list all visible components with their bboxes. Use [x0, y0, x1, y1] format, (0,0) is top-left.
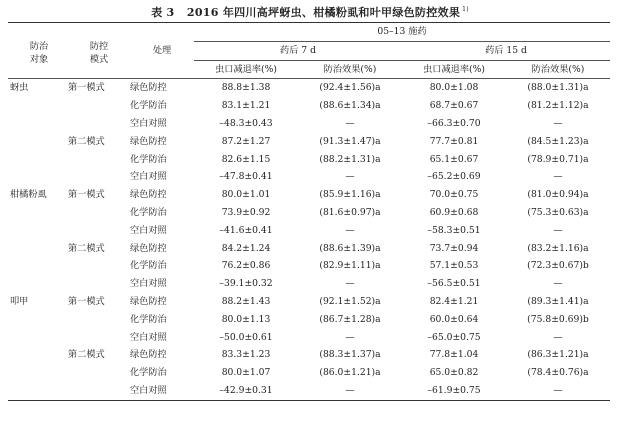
reduction-7d-cell: –39.1±0.32	[219, 278, 273, 290]
reduction-7d-cell: 73.9±0.92	[221, 206, 271, 218]
efficacy-7d-cell: (82.9±1.11)a	[319, 260, 381, 272]
reduction-15d-cell: –66.3±0.70	[427, 117, 481, 129]
target-cell	[8, 133, 68, 151]
efficacy-7d-cell: (91.3±1.47)a	[319, 135, 381, 147]
target-cell	[8, 275, 68, 293]
mode-cell: 第一模式	[68, 295, 105, 307]
header-reduction-15d: 虫口减退率(%)	[402, 60, 506, 79]
mode-cell: 第二模式	[68, 242, 105, 254]
mode-cell	[68, 329, 130, 347]
target-cell	[8, 168, 68, 186]
mode-cell: 第一模式	[68, 82, 105, 94]
table-number: 表 3	[151, 6, 175, 19]
mode-cell	[68, 222, 130, 240]
target-cell: 蚜虫	[10, 82, 29, 94]
target-cell	[8, 364, 68, 382]
table-row	[8, 240, 610, 258]
efficacy-15d-cell: (78.4±0.76)a	[527, 367, 589, 379]
reduction-15d-cell: 77.8±1.04	[429, 349, 479, 361]
table-row	[8, 186, 610, 204]
treatment-cell: 空白对照	[130, 278, 167, 290]
efficacy-15d-cell: (88.0±1.31)a	[527, 82, 589, 94]
reduction-15d-cell: –61.9±0.75	[427, 384, 481, 396]
efficacy-15d-cell: —	[553, 117, 563, 129]
reduction-15d-cell: 68.7±0.67	[429, 100, 479, 112]
efficacy-7d-cell: —	[345, 117, 355, 129]
treatment-cell: 化学防治	[130, 206, 167, 218]
table-row	[8, 97, 610, 115]
header-after-7d: 药后 7 d	[194, 41, 402, 60]
reduction-7d-cell: –48.3±0.43	[219, 117, 273, 129]
efficacy-15d-cell: —	[553, 224, 563, 236]
reduction-15d-cell: 57.1±0.53	[429, 260, 479, 272]
treatment-cell: 空白对照	[130, 117, 167, 129]
mode-cell	[68, 168, 130, 186]
efficacy-15d-cell: (81.2±1.12)a	[527, 100, 589, 112]
target-cell	[8, 151, 68, 169]
target-cell	[8, 97, 68, 115]
mode-cell	[68, 311, 130, 329]
efficacy-15d-cell: —	[553, 331, 563, 343]
table-row	[8, 293, 610, 311]
efficacy-15d-cell: (78.9±0.71)a	[527, 153, 589, 165]
table-row	[8, 257, 610, 275]
mode-cell	[68, 275, 130, 293]
target-cell	[8, 382, 68, 400]
efficacy-7d-cell: —	[345, 278, 355, 290]
treatment-cell: 绿色防控	[130, 82, 167, 94]
reduction-7d-cell: –42.9±0.31	[219, 384, 273, 396]
table-row	[8, 79, 610, 97]
treatment-cell: 化学防治	[130, 260, 167, 272]
treatment-cell: 绿色防控	[130, 135, 167, 147]
table-body	[8, 79, 610, 400]
treatment-cell: 化学防治	[130, 153, 167, 165]
treatment-cell: 化学防治	[130, 100, 167, 112]
table-row	[8, 222, 610, 240]
target-cell	[8, 311, 68, 329]
reduction-15d-cell: –65.2±0.69	[427, 171, 481, 183]
reduction-7d-cell: 80.0±1.13	[221, 313, 271, 325]
target-cell	[8, 222, 68, 240]
table-row	[8, 204, 610, 222]
target-cell	[8, 240, 68, 258]
treatment-cell: 绿色防控	[130, 189, 167, 201]
reduction-7d-cell: 80.0±1.07	[221, 367, 271, 379]
treatment-cell: 化学防治	[130, 367, 167, 379]
treatment-cell: 绿色防控	[130, 295, 167, 307]
efficacy-7d-cell: (86.7±1.28)a	[319, 313, 381, 325]
header-mode-line2: 模式	[89, 53, 109, 65]
reduction-15d-cell: 77.7±0.81	[429, 135, 479, 147]
table-row	[8, 346, 610, 364]
efficacy-7d-cell: (92.4±1.56)a	[319, 82, 381, 94]
header-target-line1: 防治	[29, 40, 49, 52]
header-mode-line1: 防控	[89, 40, 109, 52]
mode-cell: 第二模式	[68, 135, 105, 147]
treatment-cell: 空白对照	[130, 171, 167, 183]
mode-cell	[68, 151, 130, 169]
efficacy-7d-cell: (92.1±1.52)a	[319, 295, 381, 307]
efficacy-7d-cell: (81.6±0.97)a	[319, 206, 381, 218]
treatment-cell: 绿色防控	[130, 349, 167, 361]
efficacy-7d-cell: —	[345, 331, 355, 343]
efficacy-15d-cell: —	[553, 384, 563, 396]
efficacy-15d-cell: —	[553, 171, 563, 183]
mode-cell	[68, 382, 130, 400]
treatment-cell: 空白对照	[130, 384, 167, 396]
target-cell	[8, 115, 68, 133]
mode-cell: 第一模式	[68, 189, 105, 201]
table-row	[8, 168, 610, 186]
efficacy-15d-cell: (89.3±1.41)a	[527, 295, 589, 307]
header-reduction-7d: 虫口减退率(%)	[194, 60, 298, 79]
reduction-15d-cell: 82.4±1.21	[429, 295, 479, 307]
efficacy-15d-cell: (75.8±0.69)b	[527, 313, 589, 325]
treatment-cell: 化学防治	[130, 313, 167, 325]
reduction-15d-cell: –58.3±0.51	[427, 224, 481, 236]
header-target	[8, 23, 68, 79]
reduction-7d-cell: 88.8±1.38	[221, 82, 271, 94]
table-caption	[0, 4, 620, 20]
efficacy-7d-cell: —	[345, 171, 355, 183]
reduction-7d-cell: 82.6±1.15	[221, 153, 271, 165]
mode-cell: 第二模式	[68, 349, 105, 361]
efficacy-15d-cell: (86.3±1.21)a	[527, 349, 589, 361]
header-efficacy-15d: 防治效果(%)	[506, 60, 610, 79]
target-cell: 叩甲	[10, 295, 29, 307]
reduction-7d-cell: 80.0±1.01	[221, 189, 271, 201]
reduction-15d-cell: 60.9±0.68	[429, 206, 479, 218]
efficacy-7d-cell: —	[345, 224, 355, 236]
mode-cell	[68, 257, 130, 275]
treatment-cell: 绿色防控	[130, 242, 167, 254]
table-footnote-marker: 1)	[462, 6, 469, 13]
table-row	[8, 364, 610, 382]
reduction-7d-cell: 87.2±1.27	[221, 135, 271, 147]
efficacy-15d-cell: (72.3±0.67)b	[527, 260, 589, 272]
reduction-7d-cell: 76.2±0.86	[221, 260, 271, 272]
target-cell	[8, 329, 68, 347]
reduction-7d-cell: 83.1±1.21	[221, 100, 271, 112]
efficacy-15d-cell: (75.3±0.63)a	[527, 206, 589, 218]
reduction-15d-cell: 65.0±0.82	[429, 367, 479, 379]
efficacy-7d-cell: (86.0±1.21)a	[319, 367, 381, 379]
table-row	[8, 151, 610, 169]
reduction-7d-cell: –47.8±0.41	[219, 171, 273, 183]
reduction-15d-cell: 73.7±0.94	[429, 242, 479, 254]
header-spray-date: 05–13 施药	[194, 23, 610, 42]
efficacy-15d-cell: (81.0±0.94)a	[527, 189, 589, 201]
reduction-7d-cell: –50.0±0.61	[219, 331, 273, 343]
reduction-15d-cell: 80.0±1.08	[429, 82, 479, 94]
table-row	[8, 133, 610, 151]
header-efficacy-7d: 防治效果(%)	[298, 60, 402, 79]
mode-cell	[68, 204, 130, 222]
reduction-15d-cell: 60.0±0.64	[429, 313, 479, 325]
reduction-7d-cell: 84.2±1.24	[221, 242, 271, 254]
efficacy-15d-cell: (84.5±1.23)a	[527, 135, 589, 147]
header-treatment: 处理	[152, 44, 172, 56]
header-after-15d: 药后 15 d	[402, 41, 610, 60]
treatment-cell: 空白对照	[130, 331, 167, 343]
reduction-7d-cell: 88.2±1.43	[221, 295, 271, 307]
treatment-cell: 空白对照	[130, 224, 167, 236]
header-target-line2: 对象	[29, 53, 49, 65]
target-cell	[8, 257, 68, 275]
target-cell: 柑橘粉虱	[10, 189, 47, 201]
mode-cell	[68, 97, 130, 115]
target-cell	[8, 204, 68, 222]
efficacy-table	[8, 22, 610, 401]
table-row	[8, 382, 610, 400]
table-title: 2016 年四川高坪蚜虫、柑橘粉虱和叶甲绿色防控效果	[186, 6, 461, 19]
reduction-15d-cell: –56.5±0.51	[427, 278, 481, 290]
header-mode	[68, 23, 130, 79]
efficacy-15d-cell: (83.2±1.16)a	[527, 242, 589, 254]
table-row	[8, 115, 610, 133]
reduction-7d-cell: –41.6±0.41	[219, 224, 273, 236]
efficacy-15d-cell: —	[553, 278, 563, 290]
table-row	[8, 311, 610, 329]
reduction-15d-cell: 65.1±0.67	[429, 153, 479, 165]
table-row	[8, 329, 610, 347]
efficacy-7d-cell: (88.3±1.37)a	[319, 349, 381, 361]
efficacy-7d-cell: (88.6±1.39)a	[319, 242, 381, 254]
reduction-7d-cell: 83.3±1.23	[221, 349, 271, 361]
target-cell	[8, 346, 68, 364]
efficacy-7d-cell: (88.2±1.31)a	[319, 153, 381, 165]
table-row	[8, 275, 610, 293]
efficacy-7d-cell: —	[345, 384, 355, 396]
efficacy-7d-cell: (88.6±1.34)a	[319, 100, 381, 112]
efficacy-7d-cell: (85.9±1.16)a	[319, 189, 381, 201]
mode-cell	[68, 364, 130, 382]
reduction-15d-cell: 70.0±0.75	[429, 189, 479, 201]
mode-cell	[68, 115, 130, 133]
reduction-15d-cell: –65.0±0.75	[427, 331, 481, 343]
